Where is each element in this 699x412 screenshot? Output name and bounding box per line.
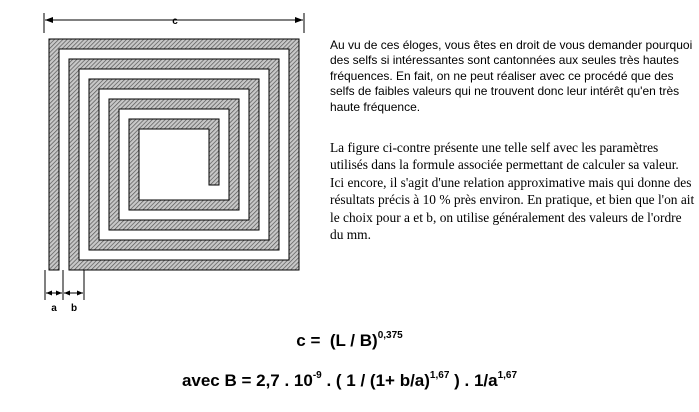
- formula-b-prefix: avec B = 2,7 . 10: [181, 371, 313, 390]
- dimension-a-b: [45, 270, 84, 314]
- formula-b-exp2: 1,67: [429, 370, 450, 381]
- formula-c-body: (L / B): [329, 331, 378, 350]
- formula-b: [0, 371, 699, 391]
- formula-c-lhs: c =: [296, 331, 321, 350]
- label-a: a: [51, 303, 57, 314]
- formula-c-exponent: 0,375: [377, 330, 403, 341]
- label-b: b: [70, 303, 78, 314]
- formula-c: [0, 331, 699, 351]
- label-c: c: [172, 16, 178, 27]
- formula-b-exp1: -9: [312, 370, 322, 381]
- spiral-inductor-figure: [0, 0, 330, 320]
- paragraph-intro: Au vu de ces éloges, vous êtes en droit de vous demander pourquoi des selfs si intéressantes sont cantonnées aux seules très hautes fréquences. En fait, on ne peut réaliser avec ce procédé que des selfs de faibles valeurs qui ne trouvent donc leur intérêt qu'en très haute fréquence.: [330, 38, 693, 114]
- paragraph-description: La figure ci-contre présente une telle self avec les paramètres utilisés dans la formule associée permettant de calculer sa valeur. Ici encore, il s'agit d'une relation approximative mais qui donne des résultats précis à 10 % près environ. En pratique, et bien que l'on ait le choix pour a et b, on utilise généralement des valeurs de l'ordre du mm.: [330, 140, 695, 243]
- formula-b-mid1: . ( 1 / (1+ b/a): [321, 371, 430, 390]
- formula-b-mid2: ) . 1/a: [449, 371, 498, 390]
- dimension-c: [44, 13, 304, 33]
- formula-b-exp3: 1,67: [497, 370, 518, 381]
